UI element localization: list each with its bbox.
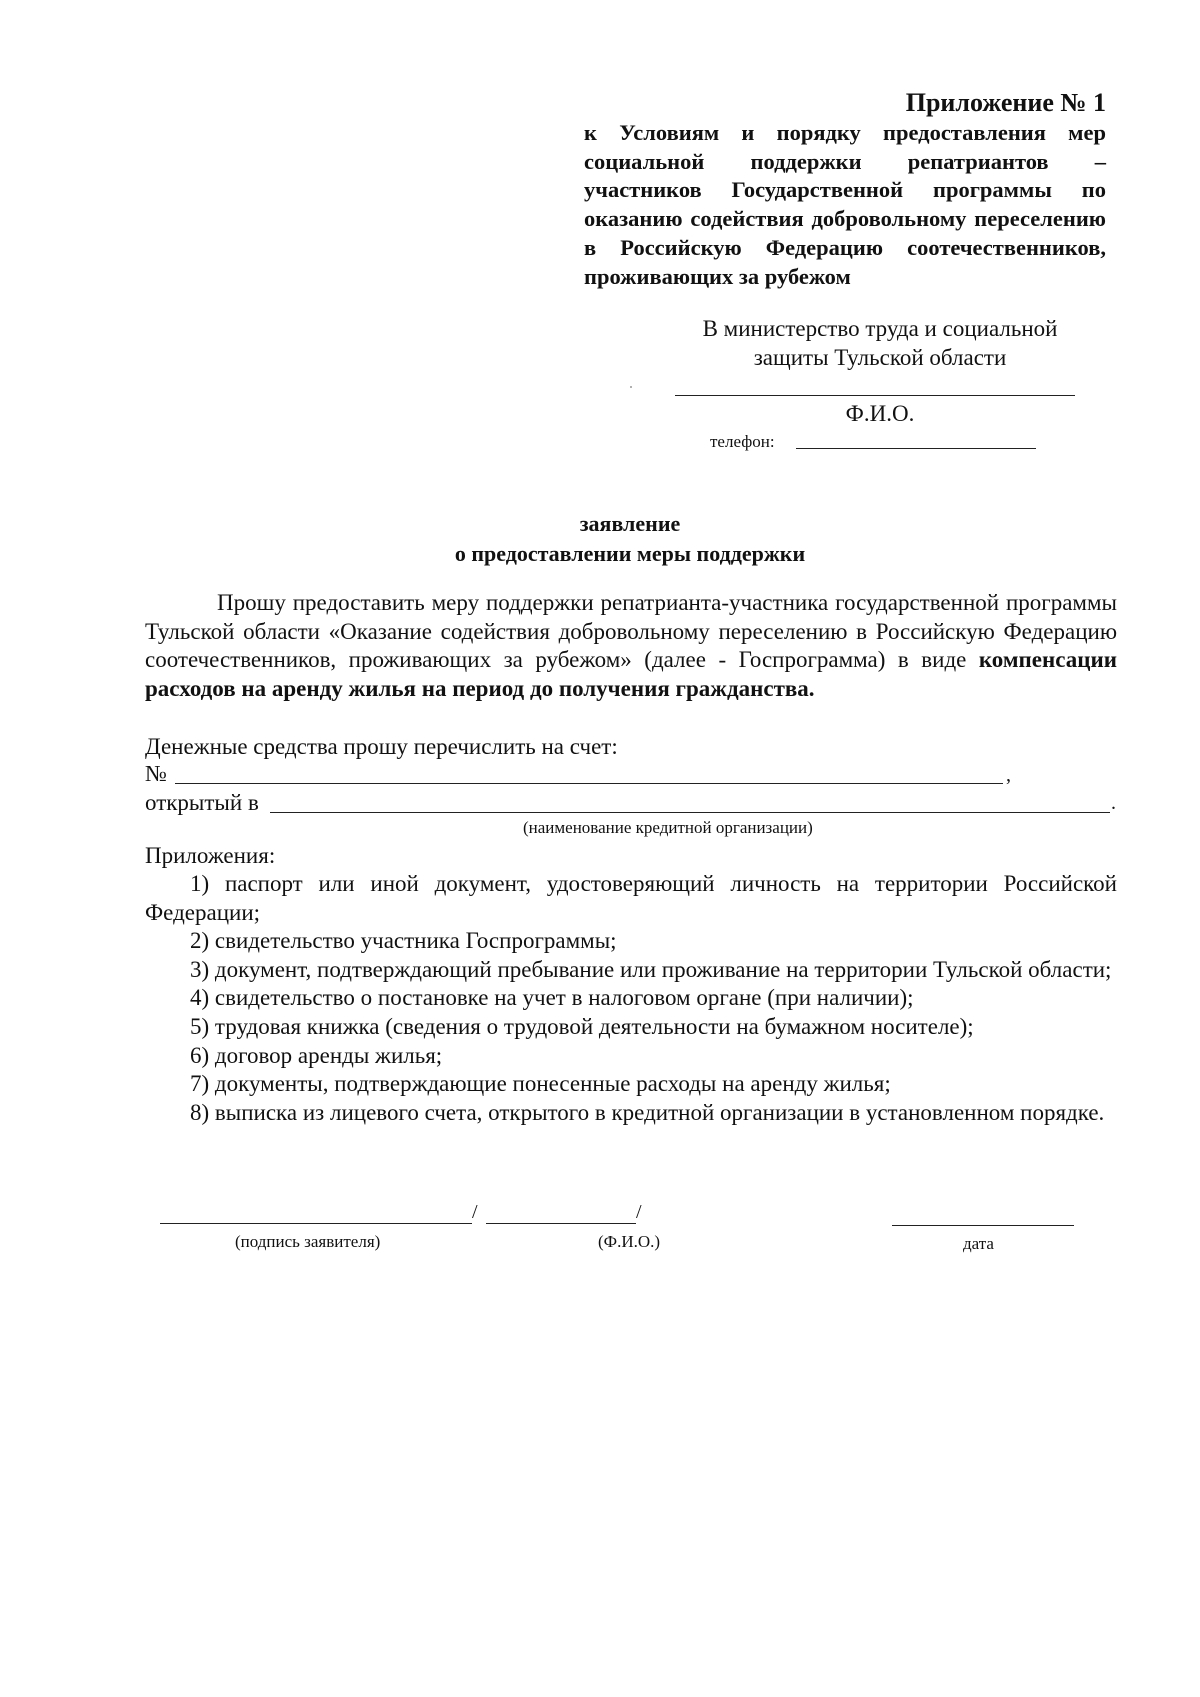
applicant-name-field[interactable] bbox=[675, 395, 1075, 396]
addressee-line-2: защиты Тульской области bbox=[753, 345, 1007, 370]
signer-name-field[interactable] bbox=[486, 1223, 636, 1224]
bank-period: . bbox=[1111, 792, 1116, 814]
account-comma: , bbox=[1006, 764, 1011, 786]
account-number-field[interactable] bbox=[175, 783, 1003, 784]
attachment-item: 3) документ, подтверждающий пребывание или проживание на территории Тульской области; bbox=[190, 956, 1112, 982]
signature-slash: / bbox=[472, 1201, 478, 1223]
attachments-list bbox=[145, 870, 1117, 1127]
attachments-heading: Приложения: bbox=[145, 843, 276, 868]
attachment-item: 8) выписка из лицевого счета, открытого в кредитной организации в установленном порядке. bbox=[190, 1099, 1105, 1125]
scan-speck bbox=[630, 386, 632, 388]
attachment-item: 2) свидетельство участника Госпрограммы; bbox=[190, 928, 617, 954]
bank-name-hint: (наименование кредитной организации) bbox=[523, 818, 813, 837]
attachment-item: 1) паспорт или иной документ, удостоверяющий личность на территории Российской Федерации; bbox=[145, 871, 1117, 925]
signature-field[interactable] bbox=[160, 1223, 472, 1224]
attachment-item: 5) трудовая книжка (сведения о трудовой деятельности на бумажном носителе); bbox=[190, 1013, 974, 1039]
request-paragraph bbox=[145, 589, 1117, 703]
money-transfer-line: Денежные средства прошу перечислить на счет: bbox=[145, 734, 618, 759]
bank-name-field[interactable] bbox=[270, 812, 1110, 813]
statement-title-line-2: о предоставлении меры поддержки bbox=[454, 541, 806, 566]
phone-field[interactable] bbox=[796, 448, 1036, 449]
account-number-label: № bbox=[145, 761, 167, 786]
appendix-reference: к Условиям и порядку предоставления мер социальной поддержки репатриантов – участников Государственной программы по оказанию содействия добровольному переселению в Российскую Федерацию соотечественников, проживающих за рубежом bbox=[584, 120, 1106, 289]
addressee-block bbox=[640, 314, 1120, 372]
applicant-name-label: Ф.И.О. bbox=[845, 401, 915, 426]
statement-title-line-1: заявление bbox=[579, 511, 681, 536]
request-text-bold: компенсации расходов на аренду жилья на период до получения гражданства. bbox=[145, 647, 1117, 701]
attachment-item: 7) документы, подтверждающие понесенные расходы на аренду жилья; bbox=[190, 1071, 891, 1097]
phone-label: телефон: bbox=[710, 432, 775, 451]
addressee-line-1: В министерство труда и социальной bbox=[702, 316, 1058, 341]
request-text: Прошу предоставить меру поддержки репатрианта-участника государственной программы Тульской области «Оказание содействия добровольному переселению в Российскую Федерацию соотечественников, проживающих за рубежом» (далее - Госпрограмма) в виде bbox=[145, 590, 1117, 672]
signer-name-slash: / bbox=[636, 1201, 642, 1223]
attachment-item: 4) свидетельство о постановке на учет в налоговом органе (при наличии); bbox=[190, 985, 914, 1011]
date-label: дата bbox=[963, 1234, 994, 1253]
signature-label: (подпись заявителя) bbox=[235, 1232, 381, 1251]
signer-name-label: (Ф.И.О.) bbox=[598, 1232, 661, 1251]
appendix-title: Приложение № 1 bbox=[905, 88, 1106, 117]
date-field[interactable] bbox=[892, 1225, 1074, 1226]
statement-title bbox=[145, 509, 1115, 569]
bank-label: открытый в bbox=[145, 790, 259, 815]
attachment-item: 6) договор аренды жилья; bbox=[190, 1042, 443, 1068]
